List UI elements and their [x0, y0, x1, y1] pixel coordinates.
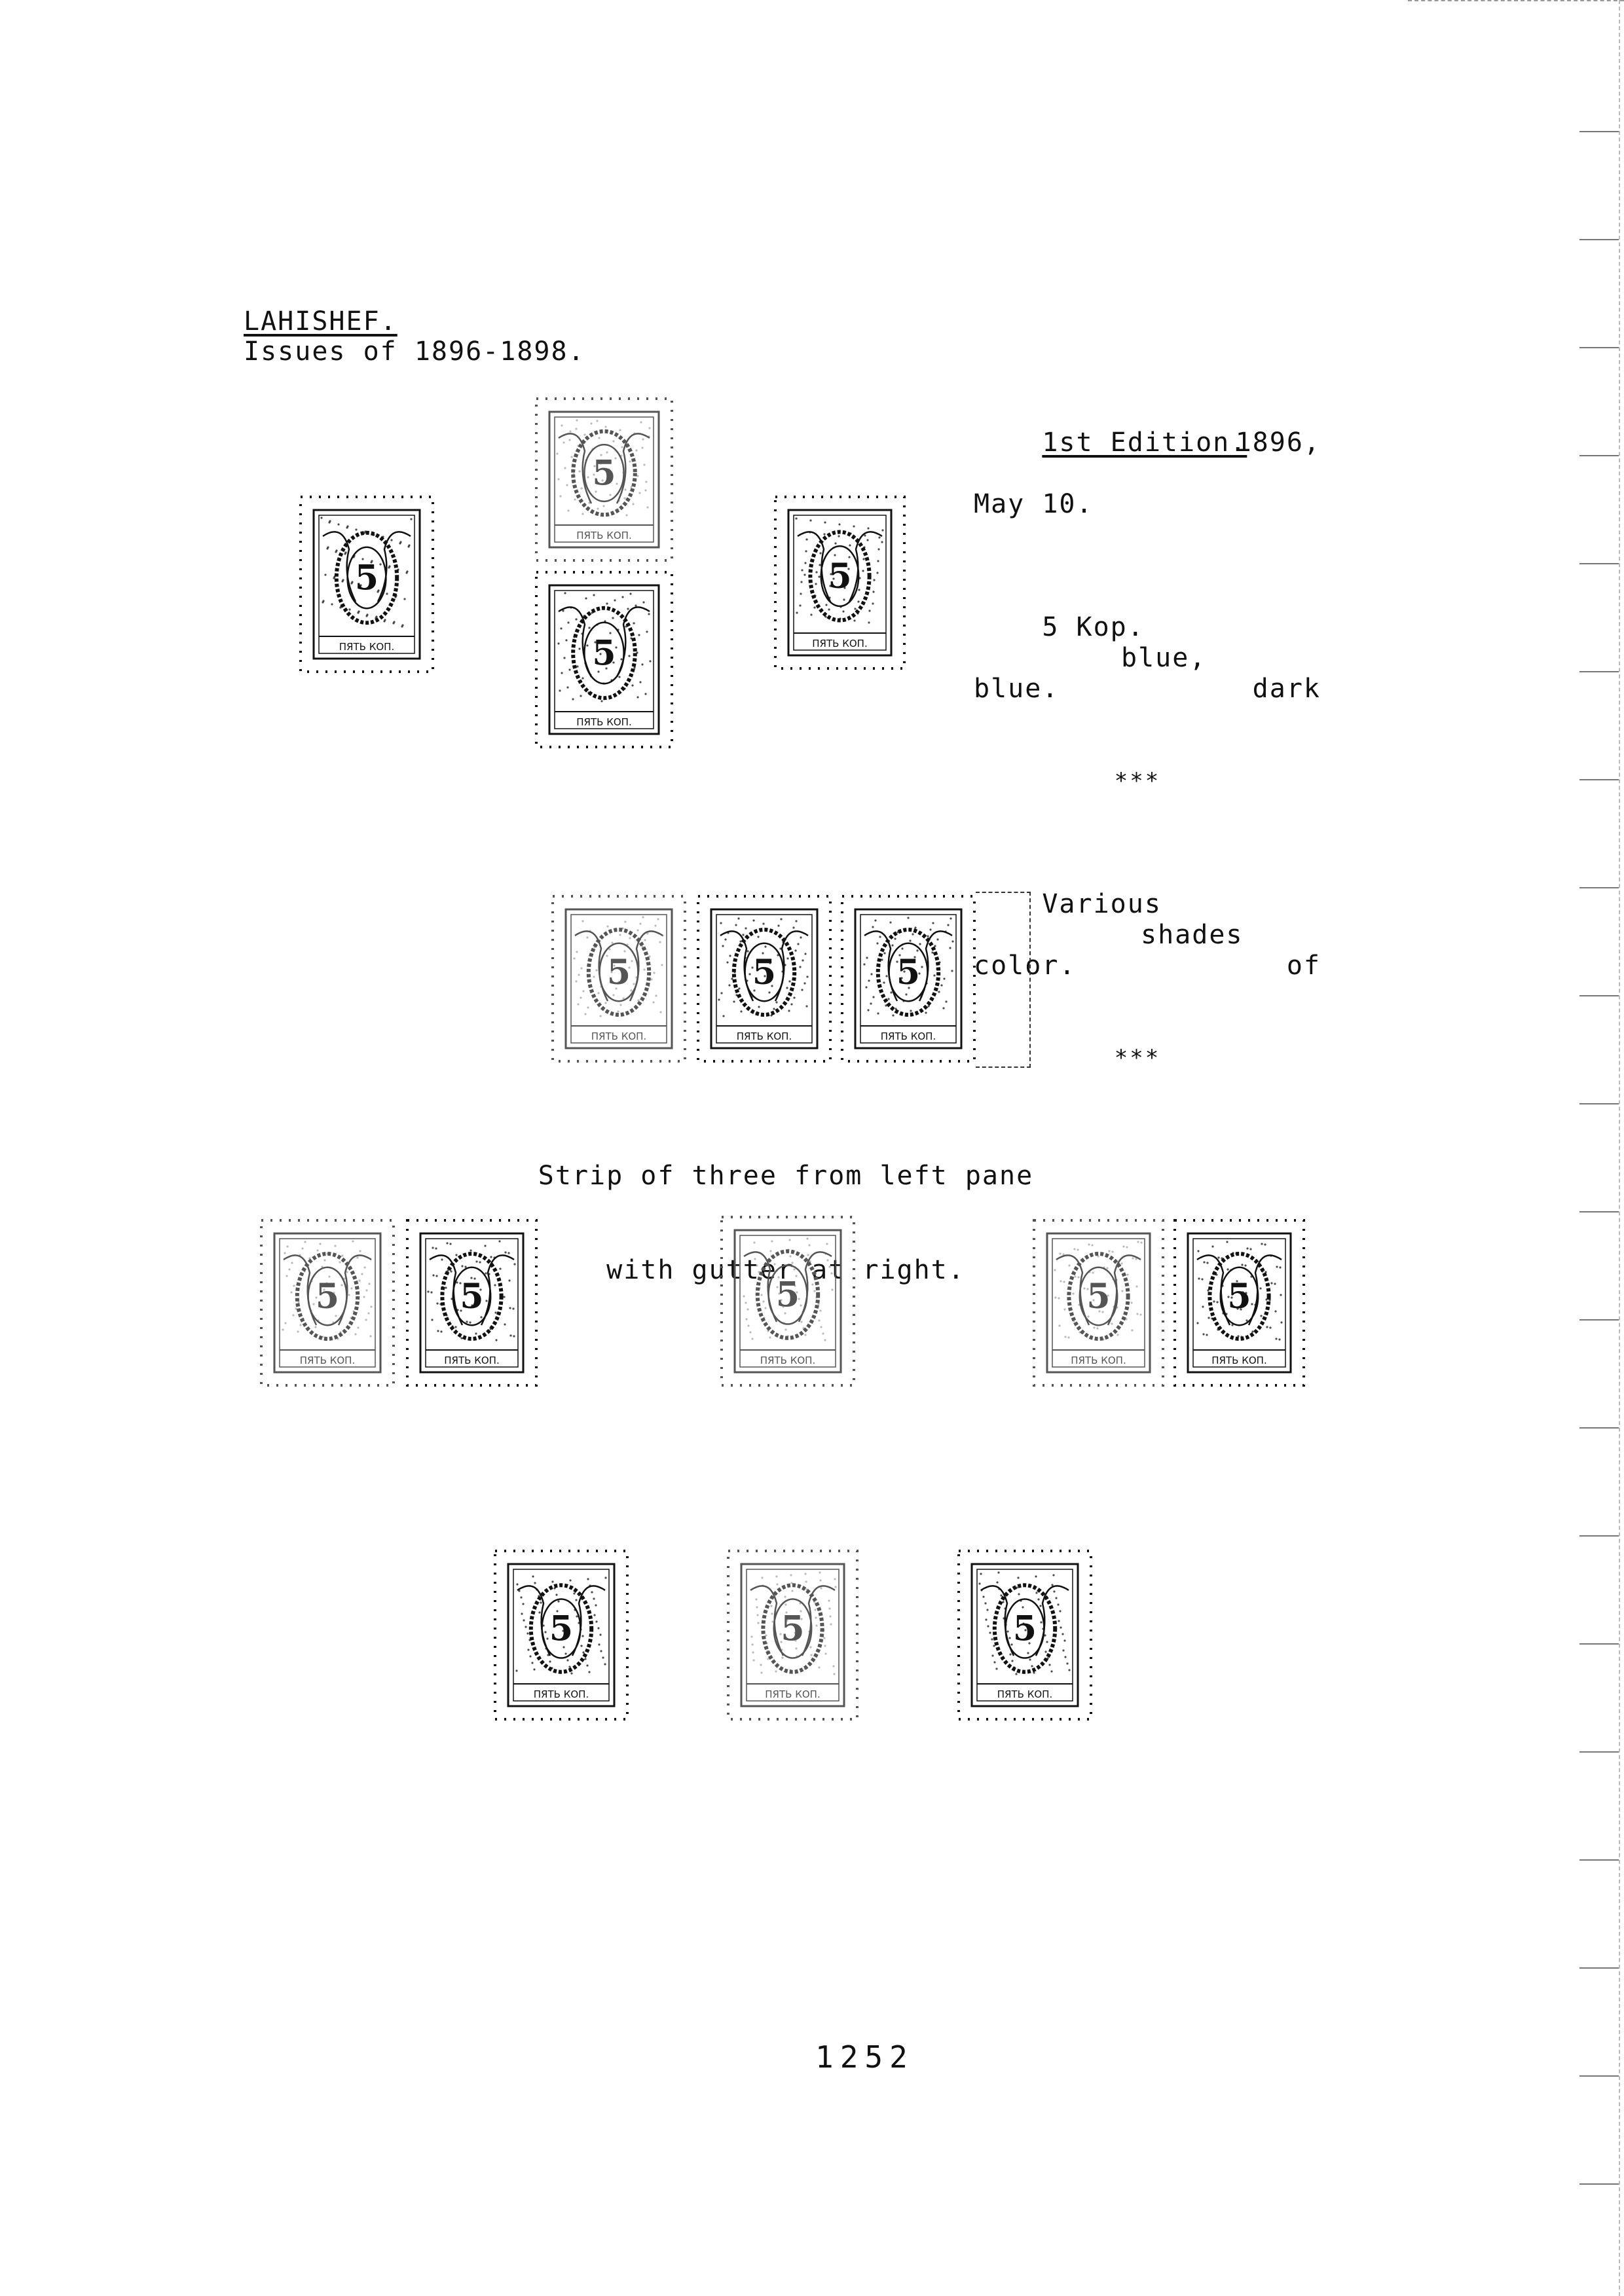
stamp-numeral: 5 [1227, 1277, 1251, 1317]
stamp-single [298, 494, 435, 674]
stamp-label: ПЯТЬ КОП. [1211, 1355, 1267, 1366]
binder-strip [1559, 0, 1624, 2296]
stamp-image [1172, 1218, 1306, 1388]
stamp-numeral: 5 [549, 1609, 574, 1649]
binder-tick [1579, 1859, 1619, 1861]
stamp-image [719, 1214, 857, 1388]
stamp-label: ПЯТЬ КОП. [576, 716, 632, 728]
stamp-numeral: 5 [592, 633, 616, 674]
pair-right-stamp-1 [1031, 1218, 1166, 1388]
binder-tick [1579, 1751, 1619, 1753]
binder-tick [1579, 239, 1619, 240]
binder-tick [1579, 995, 1619, 996]
caption-line-2: with gutter at right. [606, 1255, 965, 1285]
page-title: LAHISHEF. [244, 306, 397, 337]
stamp-image [956, 1548, 1094, 1722]
pair-left-stamp-1 [259, 1218, 396, 1388]
stamp-numeral: 5 [775, 1275, 800, 1315]
binder-tick [1579, 131, 1619, 132]
stamp-label: ПЯТЬ КОП. [765, 1688, 821, 1700]
binder-tick [1579, 779, 1619, 780]
strip-stamp-1 [550, 894, 688, 1064]
stamp-label: ПЯТЬ КОП. [339, 641, 395, 653]
binder-tick [1579, 1103, 1619, 1104]
stamp-single [773, 494, 907, 671]
stamp-label: ПЯТЬ КОП. [1071, 1355, 1126, 1366]
binder-tick [1579, 347, 1619, 348]
pair-right-stamp-2 [1172, 1218, 1306, 1388]
stamp-numeral: 5 [592, 453, 616, 494]
edition-color-1: blue, [1121, 643, 1207, 673]
stamp-numeral: 5 [781, 1609, 805, 1649]
stamp-numeral: 5 [828, 556, 852, 596]
stamp-numeral: 5 [315, 1277, 340, 1317]
stamp-numeral: 5 [752, 953, 777, 993]
binder-tick [1579, 1535, 1619, 1537]
stamp-label: ПЯТЬ КОП. [812, 638, 868, 649]
binder-edge [1619, 0, 1620, 2296]
stamp-image [550, 894, 688, 1064]
gutter-margin [976, 892, 1031, 1068]
stamp-single-faint [719, 1214, 857, 1388]
stamp-numeral: 5 [606, 953, 631, 993]
stamp-label: ПЯТЬ КОП. [760, 1355, 816, 1366]
stamp-pair-top [534, 396, 674, 563]
stamp-numeral: 5 [1012, 1609, 1037, 1649]
stamp-image [726, 1548, 860, 1722]
stamp-image [773, 494, 907, 671]
note-color: color. [974, 951, 1077, 981]
stamp-label: ПЯТЬ КОП. [444, 1355, 500, 1366]
edition-label: 1st Edition. [1042, 428, 1247, 458]
edition-year: 1896, [1235, 428, 1321, 458]
strip-stamp-3 [840, 894, 977, 1064]
stamp-image [405, 1218, 539, 1388]
stamp-numeral: 5 [896, 953, 921, 993]
binder-tick [1579, 563, 1619, 564]
stamp-label: ПЯТЬ КОП. [576, 530, 632, 541]
binder-tick [1579, 1211, 1619, 1212]
stamp-single [956, 1548, 1094, 1722]
binder-tick [1579, 671, 1619, 672]
separator-stars-2: *** [1114, 1045, 1161, 1071]
binder-tick [1579, 1319, 1619, 1321]
stamp-numeral: 5 [354, 558, 379, 598]
stamp-image [534, 396, 674, 563]
binder-tick [1579, 887, 1619, 888]
note-shades: shades [1141, 920, 1244, 950]
binder-tick [1579, 455, 1619, 456]
edition-color-2: dark [1252, 674, 1321, 704]
stamp-image [492, 1548, 630, 1722]
stamp-image [298, 494, 435, 674]
stamp-label: ПЯТЬ КОП. [736, 1030, 792, 1042]
note-various: Various [1042, 889, 1162, 919]
stamp-numeral: 5 [460, 1277, 484, 1317]
pair-left-stamp-2 [405, 1218, 539, 1388]
edition-date: May 10. [974, 489, 1094, 519]
caption-line-1: Strip of three from left pane [538, 1161, 1034, 1191]
stamp-pair-bottom [534, 570, 674, 750]
stamp-image [695, 894, 833, 1064]
edition-denomination: 5 Kop. [1042, 612, 1145, 642]
binder-tick [1579, 2183, 1619, 2185]
edition-color-3: blue. [974, 674, 1060, 704]
binder-tick [1579, 1967, 1619, 1969]
binder-tick [1579, 2075, 1619, 2077]
stamp-label: ПЯТЬ КОП. [591, 1030, 647, 1042]
stamp-label: ПЯТЬ КОП. [533, 1688, 589, 1700]
page-number: 1252 [815, 2039, 914, 2075]
note-of: of [1286, 951, 1321, 981]
stamp-single-faint [726, 1548, 860, 1722]
stamp-image [534, 570, 674, 750]
page-subtitle: Issues of 1896-1898. [244, 337, 585, 367]
stamp-label: ПЯТЬ КОП. [997, 1688, 1053, 1700]
stamp-single [492, 1548, 630, 1722]
stamp-numeral: 5 [1086, 1277, 1111, 1317]
binder-tick [1579, 1643, 1619, 1645]
stamp-label: ПЯТЬ КОП. [299, 1355, 356, 1366]
binder-tick [1579, 1427, 1619, 1429]
stamp-label: ПЯТЬ КОП. [880, 1030, 936, 1042]
stamp-image [259, 1218, 396, 1388]
stamp-image [840, 894, 977, 1064]
stamp-image [1031, 1218, 1166, 1388]
strip-stamp-2 [695, 894, 833, 1064]
separator-stars: *** [1114, 768, 1161, 794]
